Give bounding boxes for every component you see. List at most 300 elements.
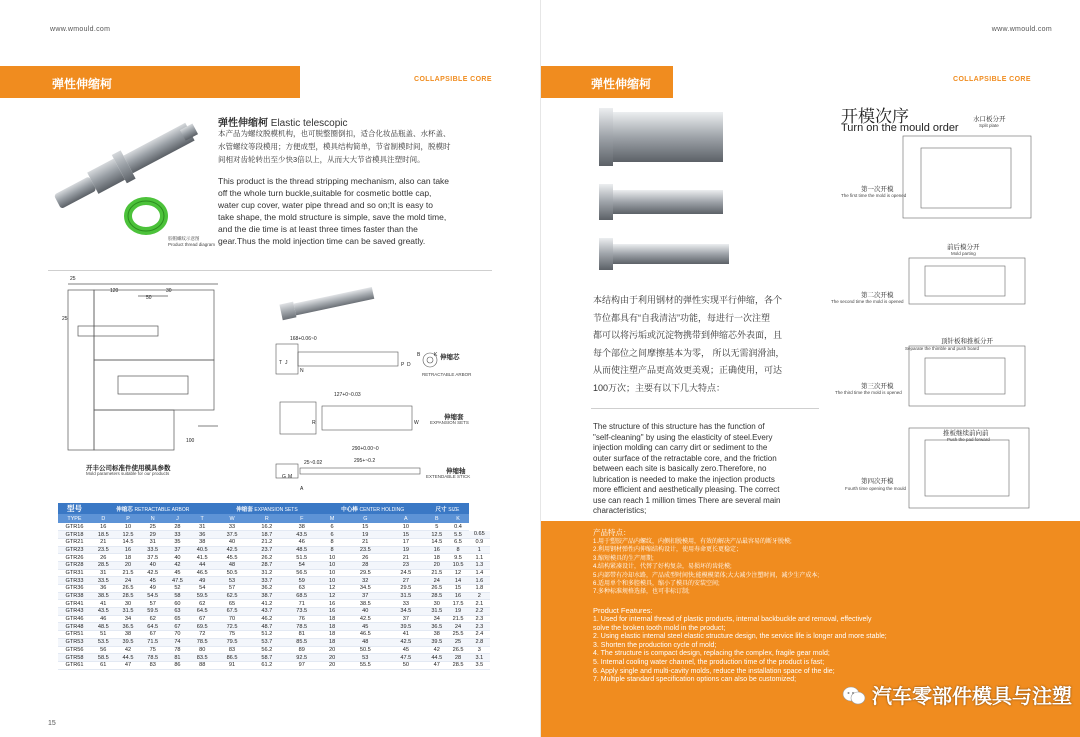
value-cell: 23.5 bbox=[91, 546, 116, 554]
value-cell: 12 bbox=[319, 592, 345, 600]
value-cell: 51.5 bbox=[284, 554, 319, 562]
value-cell: 37.5 bbox=[140, 554, 165, 562]
value-cell: 68.5 bbox=[284, 592, 319, 600]
mould-order-title-cn: 开模次序 bbox=[841, 107, 909, 126]
structure-description-cn bbox=[593, 292, 833, 397]
value-cell: 1.1 bbox=[469, 554, 490, 562]
value-cell: 1.8 bbox=[469, 585, 490, 593]
value-cell: 33.7 bbox=[249, 577, 284, 585]
watermark-text: 汽车零部件模具与注塑 bbox=[872, 686, 1072, 708]
value-cell: 51 bbox=[91, 631, 116, 639]
title-bar bbox=[0, 66, 300, 98]
value-cell: 26.5 bbox=[426, 585, 447, 593]
table-row bbox=[58, 661, 490, 669]
value-cell: 21.5 bbox=[426, 569, 447, 577]
value-cell: 86 bbox=[165, 661, 190, 669]
table-row bbox=[58, 592, 490, 600]
value-cell: 53.5 bbox=[91, 638, 116, 646]
value-cell: 10 bbox=[386, 523, 427, 531]
group-arbor bbox=[91, 503, 215, 514]
letter-k: K bbox=[434, 352, 438, 358]
value-cell: 72.5 bbox=[215, 623, 250, 631]
divider bbox=[48, 270, 492, 271]
value-cell: 16 bbox=[116, 546, 141, 554]
model-cell: GTR48 bbox=[58, 623, 91, 631]
value-cell: 28 bbox=[165, 523, 190, 531]
value-cell: 57 bbox=[140, 600, 165, 608]
value-cell: 33 bbox=[215, 523, 250, 531]
value-cell: 78.5 bbox=[140, 654, 165, 662]
value-cell: 54.5 bbox=[140, 592, 165, 600]
desc-en-line: between each site is basically zero.Therefore, no bbox=[593, 464, 767, 473]
value-cell: 65 bbox=[165, 615, 190, 623]
part-sleeve-en: EXPANSION SETS bbox=[430, 420, 469, 425]
value-cell: 37 bbox=[165, 546, 190, 554]
value-cell: 92.5 bbox=[284, 654, 319, 662]
model-cell: GTR41 bbox=[58, 600, 91, 608]
letter-a: A bbox=[300, 486, 304, 492]
mould-step-drawings bbox=[901, 128, 1071, 520]
value-cell: 64.5 bbox=[190, 608, 215, 616]
value-cell: 42.5 bbox=[386, 638, 427, 646]
value-cell: 25 bbox=[447, 638, 468, 646]
desc-en-line: characteristics; bbox=[593, 506, 647, 515]
value-cell: 31.2 bbox=[249, 569, 284, 577]
table-row bbox=[58, 631, 490, 639]
col-header: G bbox=[345, 514, 386, 523]
desc-cn-line: 间相对齿轮转出至少快3倍以上，从而大大节省模具注塑时间。 bbox=[218, 155, 425, 164]
col-header: W bbox=[215, 514, 250, 523]
group-sets-cn: 伸缩套 bbox=[236, 506, 253, 513]
value-cell: 15 bbox=[386, 531, 427, 539]
model-cell: GTR36 bbox=[58, 585, 91, 593]
table-row bbox=[58, 585, 490, 593]
value-cell: 75 bbox=[215, 631, 250, 639]
value-cell: 18.5 bbox=[91, 531, 116, 539]
value-cell: 31.5 bbox=[426, 608, 447, 616]
value-cell: 33 bbox=[165, 531, 190, 539]
value-cell: 32 bbox=[345, 577, 386, 585]
col-header: J bbox=[165, 514, 190, 523]
value-cell: 91 bbox=[215, 661, 250, 669]
step-label-cn: 第一次开模 bbox=[861, 186, 894, 193]
value-cell: 44.5 bbox=[116, 654, 141, 662]
value-cell: 83 bbox=[140, 661, 165, 669]
desc-en-line: outer surface of the retractable core, and the friction bbox=[593, 453, 777, 463]
section-subtitle: COLLAPSIBLE CORE bbox=[414, 76, 492, 83]
group-center bbox=[319, 503, 426, 514]
value-cell: 28.5 bbox=[426, 592, 447, 600]
drawing-caption-cn: 开丰公司标准件使用模具参数 bbox=[86, 465, 171, 472]
feature-cn-item: 7.多种标准规格选择，也可非标订制; bbox=[593, 589, 690, 596]
value-cell: 14.5 bbox=[426, 538, 447, 546]
value-cell: 1.6 bbox=[469, 577, 490, 585]
value-cell: 40 bbox=[215, 538, 250, 546]
value-cell: 43.5 bbox=[284, 531, 319, 539]
value-cell: 44 bbox=[190, 561, 215, 569]
desc-cn-line: 每个部位之间摩擦基本为零， 所以无需润滑油， bbox=[593, 347, 785, 358]
value-cell: 10 bbox=[319, 577, 345, 585]
right-page bbox=[540, 0, 1080, 737]
value-cell: 37 bbox=[386, 615, 427, 623]
desc-cn-line: 从而使注塑产品更高效更美观；正确使用，可达 bbox=[593, 365, 783, 375]
value-cell: 16 bbox=[91, 523, 116, 531]
value-cell: 18 bbox=[319, 631, 345, 639]
table-body bbox=[58, 523, 490, 669]
value-cell: 5.5 bbox=[447, 531, 468, 539]
value-cell: 47 bbox=[116, 661, 141, 669]
value-cell: 20 bbox=[319, 654, 345, 662]
value-cell: 43.7 bbox=[249, 608, 284, 616]
value-cell: 48.7 bbox=[249, 623, 284, 631]
desc-en-line: gear.Thus the mold injection time can be saved greatly. bbox=[218, 236, 426, 246]
value-cell: 21 bbox=[91, 538, 116, 546]
table-row bbox=[58, 646, 490, 654]
letter-g: G bbox=[282, 474, 286, 480]
value-cell: 53 bbox=[345, 654, 386, 662]
value-cell: 67 bbox=[140, 631, 165, 639]
value-cell: 2 bbox=[469, 592, 490, 600]
group-arbor-en: RETRACTABLE ARBOR bbox=[134, 506, 190, 513]
value-cell: 64.5 bbox=[140, 623, 165, 631]
section-title: 弹性伸缩柯 bbox=[591, 77, 652, 91]
value-cell: 26.5 bbox=[116, 585, 141, 593]
value-cell: 1 bbox=[469, 546, 490, 554]
value-cell: 20 bbox=[426, 561, 447, 569]
model-cell: GTR53 bbox=[58, 638, 91, 646]
value-cell: 49 bbox=[190, 577, 215, 585]
value-cell: 47 bbox=[426, 661, 447, 669]
value-cell: 45.5 bbox=[215, 554, 250, 562]
model-cell: GTR28 bbox=[58, 561, 91, 569]
value-cell: 27 bbox=[386, 577, 427, 585]
stick-dim-b: 295+~0.2 bbox=[354, 458, 376, 464]
value-cell: 2.8 bbox=[469, 638, 490, 646]
value-cell: 50.5 bbox=[345, 646, 386, 654]
table-row bbox=[58, 577, 490, 585]
part-dim-sleeve: 127+0~0.03 bbox=[334, 392, 361, 398]
value-cell: 24.5 bbox=[386, 569, 427, 577]
desc-cn-line: 本结构由于利用钢材的弹性实现平行伸缩，各个 bbox=[593, 295, 783, 305]
value-cell: 3.5 bbox=[469, 661, 490, 669]
value-cell: 34 bbox=[426, 615, 447, 623]
drawing-caption-en: Mold parameters suitable for our products bbox=[86, 471, 170, 476]
value-cell: 52 bbox=[165, 585, 190, 593]
value-cell: 56 bbox=[91, 646, 116, 654]
dim-30: 30 bbox=[166, 288, 172, 294]
feature-cn-item: 3.缩短模具的生产周期; bbox=[593, 555, 654, 562]
value-cell: 44.5 bbox=[426, 654, 447, 662]
table-row bbox=[58, 523, 490, 531]
desc-cn-line: 节位都具有“自我清洁”功能，每进行一次注塑 bbox=[593, 312, 770, 323]
col-header: D bbox=[91, 514, 116, 523]
group-sets-en: EXPANSION SETS bbox=[254, 506, 298, 513]
ring-caption-en: Product thread diagram bbox=[168, 242, 216, 247]
value-cell: 38.7 bbox=[249, 592, 284, 600]
value-cell: 18 bbox=[319, 623, 345, 631]
value-cell: 61.2 bbox=[249, 661, 284, 669]
value-cell: 25 bbox=[140, 523, 165, 531]
value-cell: 67.5 bbox=[215, 608, 250, 616]
group-size-en: SIZE bbox=[448, 506, 460, 513]
model-cell: GTR56 bbox=[58, 646, 91, 654]
table-row bbox=[58, 546, 490, 554]
table-row bbox=[58, 623, 490, 631]
value-cell: 45 bbox=[386, 646, 427, 654]
value-cell: 25.5 bbox=[447, 631, 468, 639]
watermark bbox=[842, 680, 1072, 709]
value-cell: 28 bbox=[345, 561, 386, 569]
dim-100: 100 bbox=[186, 438, 195, 444]
value-cell: 0.65 bbox=[469, 531, 490, 539]
value-cell: 59.5 bbox=[140, 608, 165, 616]
step-label-en: Fourth time opening the mould bbox=[845, 486, 907, 491]
value-cell: 88 bbox=[190, 661, 215, 669]
value-cell: 50 bbox=[386, 661, 427, 669]
value-cell: 62.5 bbox=[215, 592, 250, 600]
value-cell: 26 bbox=[345, 554, 386, 562]
value-cell: 70 bbox=[165, 631, 190, 639]
value-cell: 23.7 bbox=[249, 546, 284, 554]
value-cell: 9.5 bbox=[447, 554, 468, 562]
col-header: F bbox=[284, 514, 319, 523]
value-cell: 61 bbox=[91, 661, 116, 669]
value-cell: 48 bbox=[345, 638, 386, 646]
value-cell: 2.1 bbox=[469, 600, 490, 608]
value-cell: 79.5 bbox=[215, 638, 250, 646]
value-cell: 16.2 bbox=[249, 523, 284, 531]
value-cell: 40.5 bbox=[190, 546, 215, 554]
product-title-cn: 弹性伸缩柯 bbox=[218, 118, 268, 129]
value-cell: 20 bbox=[116, 561, 141, 569]
col-header: N bbox=[140, 514, 165, 523]
value-cell: 34.5 bbox=[386, 608, 427, 616]
feature-cn-item: 6.适用单个和多腔模具，缩小了模具的安装空间; bbox=[593, 581, 720, 588]
value-cell: 63 bbox=[165, 608, 190, 616]
value-cell: 85.5 bbox=[284, 638, 319, 646]
value-cell: 3 bbox=[469, 646, 490, 654]
value-cell: 45 bbox=[345, 623, 386, 631]
value-cell: 71 bbox=[284, 600, 319, 608]
value-cell: 26.5 bbox=[447, 646, 468, 654]
value-cell: 12 bbox=[319, 585, 345, 593]
value-cell: 75 bbox=[140, 646, 165, 654]
table-row bbox=[58, 554, 490, 562]
value-cell: 42 bbox=[426, 646, 447, 654]
value-cell: 48 bbox=[215, 561, 250, 569]
value-cell: 97 bbox=[284, 661, 319, 669]
wechat-icon bbox=[842, 685, 866, 705]
model-cell: GTR58 bbox=[58, 654, 91, 662]
value-cell: 36.5 bbox=[426, 623, 447, 631]
value-cell: 46.2 bbox=[249, 615, 284, 623]
value-cell: 8 bbox=[319, 538, 345, 546]
value-cell: 31.5 bbox=[116, 608, 141, 616]
feature-en-item: 6. Apply single and multi-cavity molds, reduce the installation space of the die; bbox=[593, 667, 835, 675]
value-cell: 14.5 bbox=[116, 538, 141, 546]
desc-en-line: take shape, the mold structure is simple, save the mold time, bbox=[218, 212, 447, 222]
col-type: TYPE bbox=[58, 514, 91, 523]
value-cell: 83 bbox=[215, 646, 250, 654]
model-cell: GTR18 bbox=[58, 531, 91, 539]
value-cell: 28.7 bbox=[249, 561, 284, 569]
product-description-cn bbox=[218, 127, 518, 166]
value-cell: 78.5 bbox=[284, 623, 319, 631]
value-cell: 19 bbox=[447, 608, 468, 616]
desc-en-line: and the die time is at least three times faster than the bbox=[218, 224, 418, 234]
value-cell: 42.5 bbox=[140, 569, 165, 577]
group-type: 型号 bbox=[58, 503, 91, 514]
desc-cn-line: 本产品为螺纹脱模机构，也可脱整圈倒扣，适合化妆品瓶盖、水杯盖、 bbox=[218, 129, 451, 138]
letter-w: W bbox=[414, 420, 419, 426]
table-row bbox=[58, 638, 490, 646]
ring-caption: 胶帽螺纹示意图 bbox=[168, 236, 200, 241]
value-cell: 51.2 bbox=[249, 631, 284, 639]
col-header: B bbox=[426, 514, 447, 523]
value-cell: 17.5 bbox=[447, 600, 468, 608]
value-cell: 81 bbox=[284, 631, 319, 639]
value-cell: 21.5 bbox=[116, 569, 141, 577]
value-cell: 41.2 bbox=[249, 600, 284, 608]
value-cell: 15 bbox=[345, 523, 386, 531]
dim-25: 25 bbox=[70, 276, 76, 282]
green-ring-product bbox=[124, 192, 168, 236]
value-cell: 65 bbox=[215, 600, 250, 608]
letter-r: R bbox=[312, 420, 316, 426]
value-cell: 45 bbox=[140, 577, 165, 585]
value-cell: 74 bbox=[165, 638, 190, 646]
value-cell: 78 bbox=[165, 646, 190, 654]
value-cell: 14 bbox=[447, 577, 468, 585]
desc-en-line: water cup cover, water pipe thread and so on;It is easy to bbox=[218, 200, 433, 210]
step-label-en: The second time the mold is opened bbox=[831, 299, 904, 304]
value-cell: 12.5 bbox=[116, 531, 141, 539]
value-cell: 24 bbox=[116, 577, 141, 585]
value-cell: 41 bbox=[386, 631, 427, 639]
value-cell: 40 bbox=[165, 554, 190, 562]
value-cell: 10.5 bbox=[447, 561, 468, 569]
step-label-cn: 水口板分开 bbox=[973, 116, 1006, 123]
value-cell: 12 bbox=[447, 569, 468, 577]
value-cell: 47.5 bbox=[386, 654, 427, 662]
section-title: 弹性伸缩柯 bbox=[52, 77, 113, 91]
value-cell: 48.5 bbox=[91, 623, 116, 631]
value-cell: 47.5 bbox=[165, 577, 190, 585]
value-cell: 6.5 bbox=[447, 538, 468, 546]
value-cell: 59 bbox=[284, 577, 319, 585]
core-parts-photo bbox=[591, 98, 741, 284]
value-cell: 43.5 bbox=[91, 608, 116, 616]
value-cell: 83.5 bbox=[190, 654, 215, 662]
table-row bbox=[58, 615, 490, 623]
value-cell: 19 bbox=[386, 546, 427, 554]
dim-25b: 25 bbox=[62, 316, 68, 322]
value-cell: 42.5 bbox=[215, 546, 250, 554]
desc-cn-line: 水管螺纹等段模用；方便成型，模具结构简单，节省制模时间，脱模时 bbox=[218, 142, 451, 151]
feature-en-item: 7. Multiple standard specification options can also be customized; bbox=[593, 676, 797, 684]
col-header: P bbox=[116, 514, 141, 523]
value-cell: 38.5 bbox=[91, 592, 116, 600]
section-subtitle: COLLAPSIBLE CORE bbox=[953, 76, 1031, 83]
desc-en-line: off the whole turn buckle,suitable for cosmetic bottle cap, bbox=[218, 188, 432, 198]
value-cell: 39.5 bbox=[386, 623, 427, 631]
step-label-en: Split plate bbox=[979, 123, 999, 128]
value-cell: 54 bbox=[284, 561, 319, 569]
value-cell: 1.3 bbox=[469, 561, 490, 569]
feature-en-item: solve the broken tooth mold in the product; bbox=[593, 624, 726, 632]
value-cell: 15 bbox=[447, 585, 468, 593]
value-cell: 38 bbox=[426, 631, 447, 639]
value-cell: 2.2 bbox=[469, 608, 490, 616]
value-cell: 31 bbox=[190, 523, 215, 531]
step-label-en: Push the pad forward bbox=[947, 437, 990, 442]
part-arbor-cn: 伸缩芯 bbox=[440, 354, 460, 361]
value-cell: 16 bbox=[426, 546, 447, 554]
table-row bbox=[58, 600, 490, 608]
value-cell: 37.5 bbox=[215, 531, 250, 539]
value-cell: 35 bbox=[165, 538, 190, 546]
value-cell: 6 bbox=[319, 531, 345, 539]
spec-table bbox=[58, 503, 490, 670]
letter-b: B bbox=[417, 352, 421, 358]
value-cell: 55.5 bbox=[345, 661, 386, 669]
value-cell: 19 bbox=[345, 531, 386, 539]
part-dim-stick: 290+0.00~0 bbox=[352, 446, 379, 452]
model-cell: GTR46 bbox=[58, 615, 91, 623]
value-cell: 56.2 bbox=[249, 646, 284, 654]
value-cell: 21 bbox=[345, 538, 386, 546]
value-cell: 18.7 bbox=[249, 531, 284, 539]
value-cell: 71.5 bbox=[140, 638, 165, 646]
model-cell: GTR33 bbox=[58, 577, 91, 585]
website-url: www.wmould.com bbox=[991, 26, 1052, 33]
desc-cn-line: 100万次；主要有以下几大特点： bbox=[593, 382, 726, 393]
value-cell: 58.5 bbox=[91, 654, 116, 662]
value-cell: 24 bbox=[447, 623, 468, 631]
value-cell: 38 bbox=[116, 631, 141, 639]
features-title-cn: 产品特点： bbox=[593, 528, 631, 537]
feature-en-item: 2. Using elastic internal steel elastic structure design, the service life is longer and more stable; bbox=[593, 633, 887, 641]
value-cell: 16 bbox=[319, 600, 345, 608]
value-cell: 18 bbox=[116, 554, 141, 562]
value-cell: 31 bbox=[91, 569, 116, 577]
value-cell: 28 bbox=[447, 654, 468, 662]
desc-cn-line: 都可以将污垢或沉淀物携带到伸缩芯外表面，且 bbox=[593, 330, 783, 340]
table-row bbox=[58, 538, 490, 546]
value-cell: 29.5 bbox=[386, 585, 427, 593]
value-cell: 36 bbox=[190, 531, 215, 539]
website-url: www.wmould.com bbox=[50, 26, 111, 33]
product-title-en: Elastic telescopic bbox=[270, 118, 348, 129]
col-header: M bbox=[319, 514, 345, 523]
value-cell: 12.5 bbox=[426, 531, 447, 539]
divider bbox=[591, 408, 819, 409]
value-cell: 38.5 bbox=[345, 600, 386, 608]
value-cell: 56.5 bbox=[284, 569, 319, 577]
value-cell: 10 bbox=[319, 561, 345, 569]
value-cell: 24 bbox=[426, 577, 447, 585]
value-cell: 21.2 bbox=[249, 538, 284, 546]
table-group-header bbox=[58, 503, 490, 514]
value-cell: 0.4 bbox=[447, 523, 468, 531]
feature-cn-item: 5.内部带有冷却水路，产品成型时间快;能模模架体;大大减少注塑时间，减少生产成本; bbox=[593, 572, 820, 579]
value-cell: 78.5 bbox=[190, 638, 215, 646]
feature-cn-item: 4.结构紧凑设计，代替了好构复杂，易损坏的齿轮模; bbox=[593, 564, 732, 571]
desc-en-line: lubrication is needed to make the injection products bbox=[593, 474, 775, 484]
value-cell: 33 bbox=[386, 600, 427, 608]
features-list-en bbox=[593, 616, 1063, 685]
step-label-en: Mold parting bbox=[951, 251, 976, 256]
